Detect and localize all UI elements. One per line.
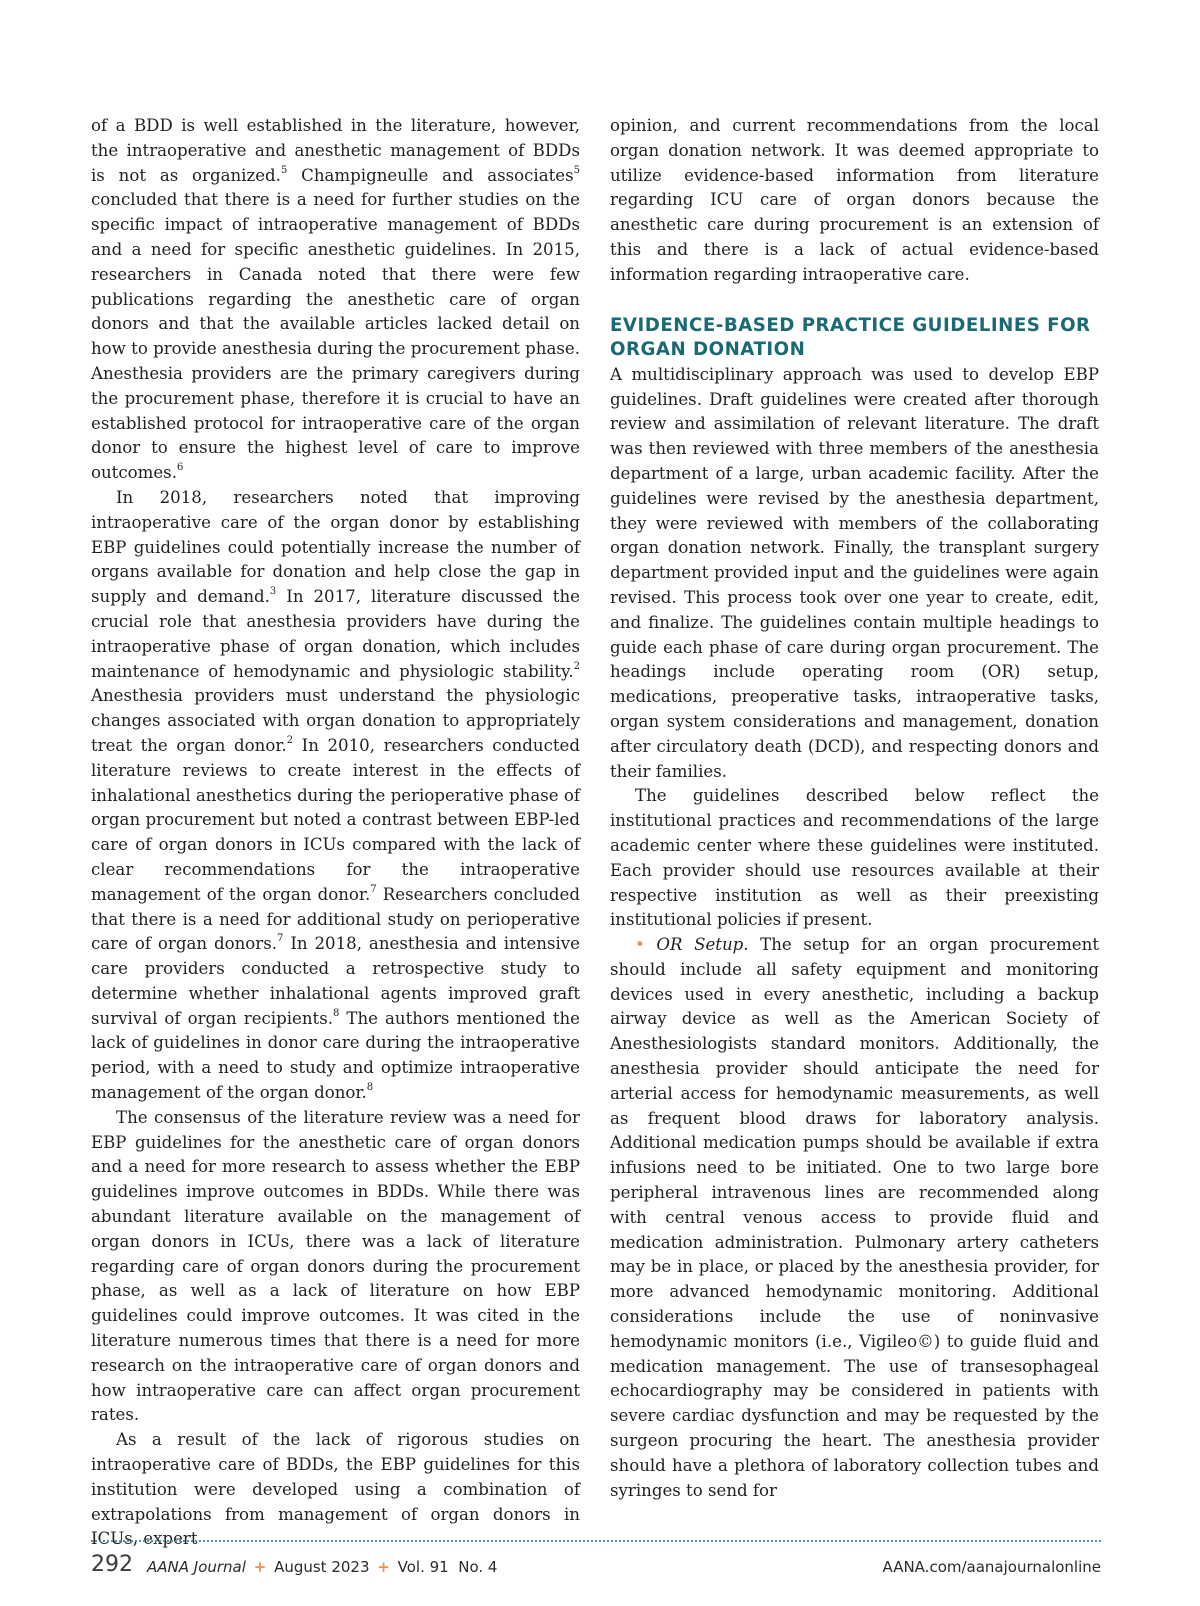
right-column bbox=[610, 114, 1099, 1503]
paragraph-text: In 2018, anesthesia and intensive care providers conducted a retrospective study to determine whether inhalational agents improved graft survival of organ recipients. bbox=[91, 934, 580, 1028]
paragraph-text: In 2010, researchers conducted literature reviews to create interest in the effects of inhalational anesthetics during the perioperative phase of organ procurement but noted a contrast between EBP-led care of organ donors in ICUs compared with the lack of clear recommendations for the intraoperative management of the organ donor. bbox=[91, 735, 580, 904]
issue-number: No. 4 bbox=[458, 1558, 498, 1576]
paragraph-text: The authors mentioned the lack of guidelines in donor care during the intraoperative period, with a need to study and optimize intraoperative management of the organ donor. bbox=[91, 1008, 580, 1103]
section-heading: EVIDENCE-BASED PRACTICE GUIDELINES FOR ORGAN DONATION bbox=[610, 314, 1091, 361]
citation: 2 bbox=[286, 734, 294, 746]
left-column bbox=[91, 114, 580, 1552]
paragraph: The guidelines described below reflect the institutional practices and recommendations of the large academic center where these guidelines were instituted. Each provider should use resources available at their respective institution as well as their preexisting institutional policies if present. bbox=[610, 786, 1099, 930]
citation: 8 bbox=[333, 1007, 340, 1019]
citation: 6 bbox=[176, 462, 184, 474]
bullet-paragraph bbox=[610, 933, 1099, 1503]
paragraph-text: Anesthesia providers must understand the physiologic changes associated with organ donation to appropriately treat the organ donor. bbox=[91, 686, 580, 755]
citation: 7 bbox=[370, 883, 377, 895]
citation: 7 bbox=[277, 933, 284, 945]
run-in-heading: OR Setup. bbox=[656, 935, 749, 955]
citation: 2 bbox=[573, 660, 580, 672]
paragraph: opinion, and current recommendations from the local organ donation network. It was deemed appropriate to utilize evidence-based information from literature regarding ICU care of organ donors because the anesthetic care during procurement is an extension of this and there is a lack of actual evidence-based information regarding intraoperative care. bbox=[610, 116, 1099, 284]
plus-icon: + bbox=[253, 1558, 267, 1576]
citation: 8 bbox=[366, 1082, 374, 1094]
paragraph-text: In 2017, literature discussed the crucial role that anesthesia providers have during the intraoperative phase of organ donation, which includes maintenance of hemodynamic and physiologic stability. bbox=[91, 587, 580, 681]
citation: 3 bbox=[269, 586, 277, 598]
footer-citation bbox=[147, 1557, 497, 1577]
paragraph bbox=[91, 486, 580, 1106]
paragraph: The consensus of the literature review was a need for EBP guidelines for the anesthetic care of organ donors and a need for more research to assess whether the EBP guidelines improve outcomes in BDDs. While there was abundant literature available on the management of organ donors in ICUs, there was a lack of literature regarding care of organ donors during the procurement phase, as well as a lack of literature on how EBP guidelines could improve outcomes. It was cited in the literature numerous times that there is a need for more research on the intraoperative care of organ donors and how intraoperative care can affect organ procurement rates. bbox=[91, 1107, 580, 1425]
page-footer bbox=[91, 1551, 1101, 1583]
website-link[interactable]: AANA.com/aanajournalonline bbox=[882, 1558, 1101, 1576]
paragraph-text: Researchers concluded that there is a need for additional study on perioperative care of organ donors. bbox=[91, 884, 580, 954]
citation: 5 bbox=[573, 164, 580, 176]
volume: Vol. 91 bbox=[397, 1558, 449, 1576]
citation: 5 bbox=[280, 164, 288, 176]
paragraph-text: Champigneulle and associates bbox=[287, 165, 574, 185]
paragraph-text: The setup for an organ procurement should include all safety equipment and monitoring devices used in every anesthetic, including a backup airway device as well as the American Society of Anesthesiologists standard monitors. Additionally, the anesthesia provider should anticipate the need for arterial access for hemodynamic measurements, as well as frequent blood draws for laboratory analysis. Additional medication pumps should be available if extra infusions need to be initiated. One to two large bore peripheral intravenous lines are recommended along with central venous access to provide fluid and medication administration. Pulmonary artery catheters may be in place, or placed by the anesthesia provider, for more advanced hemodynamic monitoring. Additional considerations include the use of noninvasive hemodynamic monitors (i.e., Vigileo©) to guide fluid and medication management. The use of transesophageal echocardiography may be considered in patients with severe cardiac dysfunction and may be requested by the surgeon procuring the heart. The anesthesia provider should have a plethora of laboratory collection tubes and syringes to send for bbox=[610, 935, 1099, 1500]
paragraph: A multidisciplinary approach was used to develop EBP guidelines. Draft guidelines were created after thorough review and assimilation of relevant literature. The draft was then reviewed with three members of the anesthesia department of a large, urban academic facility. After the guidelines were revised by the anesthesia department, they were reviewed with members of the collaborating organ donation network. Finally, the transplant surgery department provided input and the guidelines were again revised. This process took over one year to create, edit, and finalize. The guidelines contain multiple headings to guide each phase of care during organ procurement. The headings include operating room (OR) setup, medications, preoperative tasks, intraoperative tasks, organ system considerations and management, donation after circulatory death (DCD), and respecting donors and their families. bbox=[610, 364, 1099, 781]
plus-icon: + bbox=[377, 1558, 390, 1576]
bullet-icon: • bbox=[635, 935, 645, 955]
paragraph-text: of a BDD is well established in the literature, however, the intraoperative and anesthetic management of BDDs is not as organized. bbox=[91, 116, 580, 185]
paragraph-text: concluded that there is a need for further studies on the specific impact of intraoperative management of BDDs and a need for specific anesthetic guidelines. In 2015, researchers in Canada noted that there were few publications regarding the anesthetic care of organ donors and that the available articles lacked detail on how to provide anesthesia during the procurement phase. Anesthesia providers are the primary caregivers during the procurement phase, therefore it is crucial to have an established protocol for intraoperative care of the organ donor to ensure the highest level of care to improve outcomes. bbox=[91, 190, 580, 483]
paragraph-text: In 2018, researchers noted that improving intraoperative care of the organ donor by establishing EBP guidelines could potentially increase the number of organs available for donation and help close the gap in supply and demand. bbox=[91, 487, 580, 607]
issue-date: August 2023 bbox=[274, 1558, 370, 1576]
journal-name: AANA Journal bbox=[147, 1558, 246, 1576]
paragraph bbox=[91, 114, 580, 486]
footer-divider bbox=[91, 1540, 1101, 1542]
page-number: 292 bbox=[91, 1552, 133, 1577]
paragraph: As a result of the lack of rigorous studies on intraoperative care of BDDs, the EBP guidelines for this institution were developed using a combination of extrapolations from management of organ donors in ICUs, expert bbox=[91, 1430, 580, 1549]
